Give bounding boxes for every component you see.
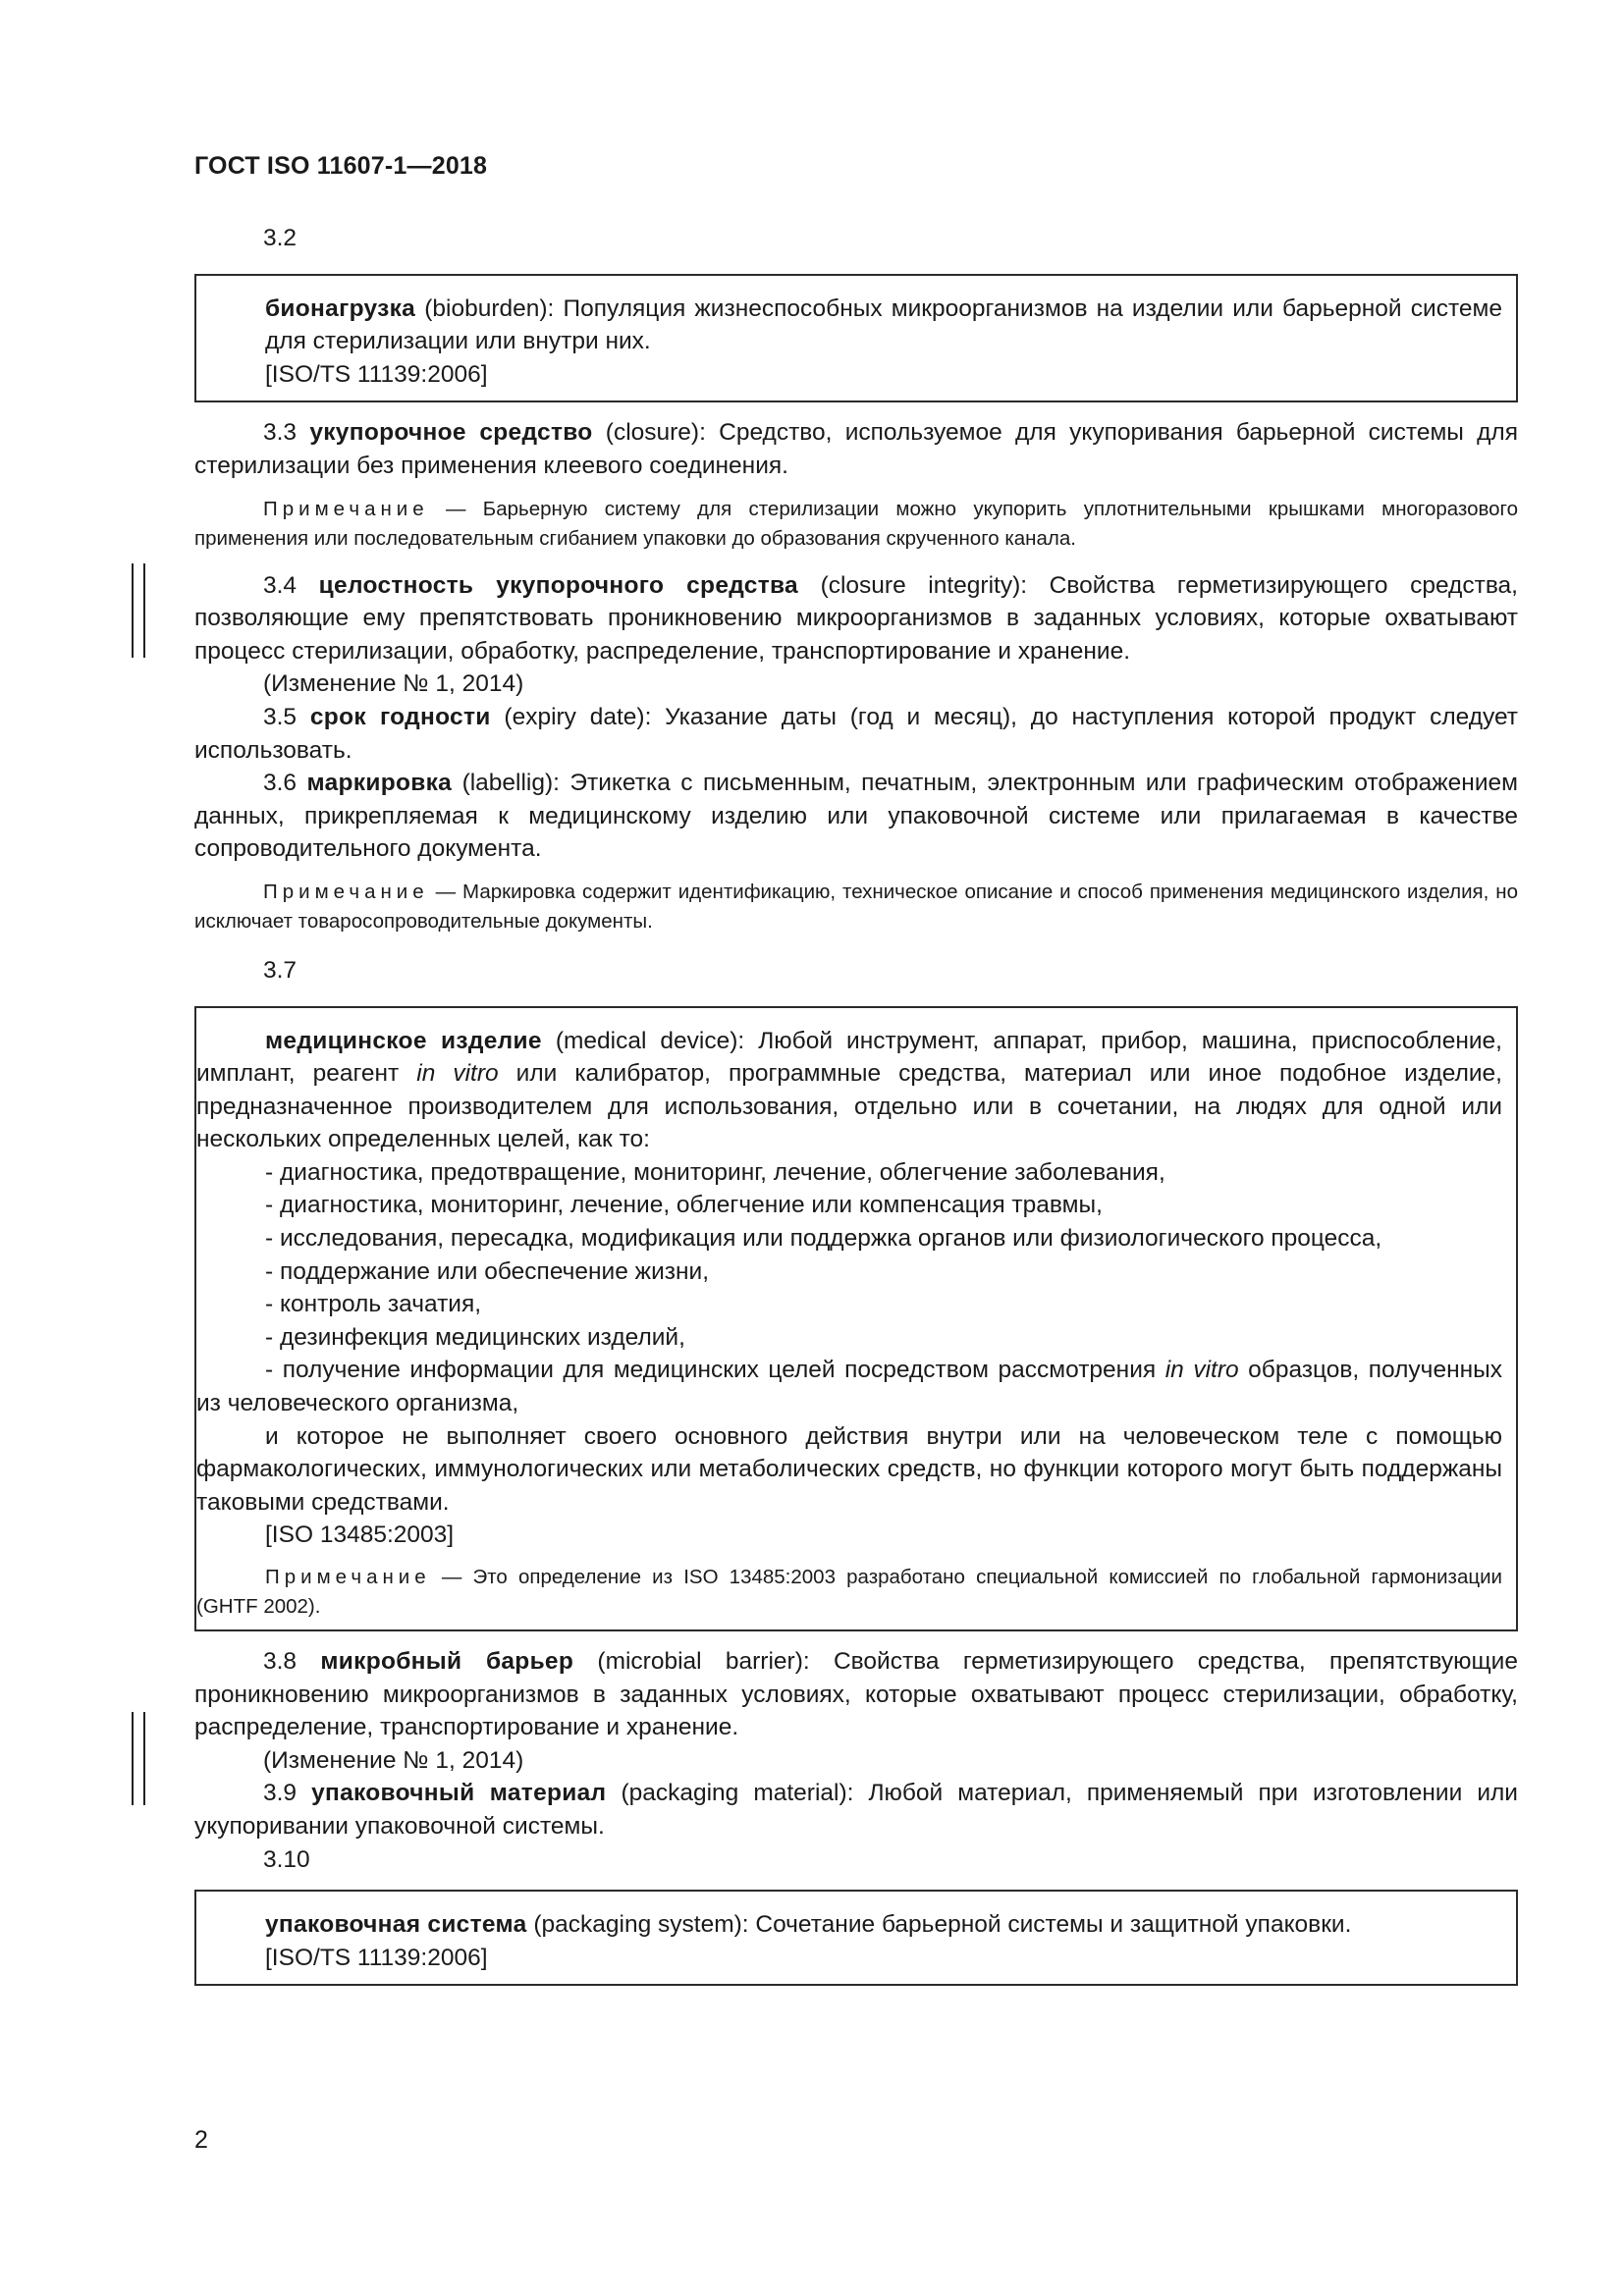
term-packaging-material: упаковочный материал xyxy=(311,1780,607,1807)
list-item: - диагностика, мониторинг, лечение, облегчение или компенсация травмы, xyxy=(265,1192,1103,1219)
source-3-2: [ISO/TS 11139:2006] xyxy=(265,360,488,388)
list-item: - дезинфекция медицинских изделий, xyxy=(265,1323,685,1351)
term-labelling: маркировка xyxy=(306,770,453,797)
change-note-3-8: (Изменение № 1, 2014) xyxy=(263,1746,524,1774)
change-bar-3-4 xyxy=(132,563,145,658)
definition-3-5: 3.5 срок годности (expiry date): Указание даты (год и месяц), до наступления которой продукт следует использовать. xyxy=(194,703,1519,764)
term-closure: укупорочное средство xyxy=(309,419,593,447)
definition-3-4: 3.4 целостность укупорочного средства (closure integrity): Свойства герметизирующего средства, позволяющие ему препятствовать проникновению микроорганизмов в заданных условиях, которые охватывают процесс стерилизации, обработку, распределение, транспортирование и хранение. xyxy=(194,571,1518,665)
source-3-7: [ISO 13485:2003] xyxy=(265,1522,455,1549)
term-closure-integrity: целостность укупорочного средства xyxy=(318,571,798,599)
entry-number-3-7: 3.7 xyxy=(263,956,298,984)
definition-3-7-closing: и которое не выполняет своего основного действия внутри или на человеческом теле с помощью фармакологических, иммунологических или метаболических средств, но функции которого могут быть поддержаны таковыми средствами. xyxy=(196,1422,1502,1516)
term-expiry-date: срок годности xyxy=(309,703,491,730)
definition-3-6: 3.6 маркировка (labellig): Этикетка с письменным, печатным, электронным или графическим отображением данных, прикрепляемая к медицинскому изделию или упаковочной системе или прилагаемая в качестве сопроводительного документа. xyxy=(194,770,1518,863)
change-bar-3-8 xyxy=(132,1712,145,1805)
definition-3-2: бионагрузка (bioburden): Популяция жизнеспособных микроорганизмов на изделии или барьерной системе для стерилизации или внутри них. xyxy=(265,294,1502,355)
entry-number-3-2: 3.2 xyxy=(263,225,298,251)
list-item: - исследования, пересадка, модификация или поддержка органов или физиологического процесса, xyxy=(265,1225,1382,1253)
term-bioburden: бионагрузка xyxy=(265,294,416,322)
term-packaging-system: упаковочная система xyxy=(265,1911,527,1939)
entry-number-3-10: 3.10 xyxy=(263,1845,310,1873)
note-3-6: Примечание — Маркировка содержит идентификацию, техническое описание и способ применения медицинского изделия, но исключает товаросопроводительные документы. xyxy=(194,880,1518,933)
definition-box-3-7 xyxy=(194,1006,1518,1632)
list-item: - диагностика, предотвращение, мониторинг, лечение, облегчение заболевания, xyxy=(265,1158,1165,1186)
definition-box-3-2 xyxy=(194,274,1518,403)
page-number: 2 xyxy=(194,2126,208,2154)
change-note-3-4: (Изменение № 1, 2014) xyxy=(263,670,524,698)
definition-3-9: 3.9 упаковочный материал (packaging material): Любой материал, применяемый при изготовлении или укупоривании упаковочной системы. xyxy=(194,1780,1518,1840)
note-3-3: Примечание — Барьерную систему для стерилизации можно укупорить уплотнительными крышками многоразового применения или последовательным сгибанием упаковки до образования скрученного канала. xyxy=(194,497,1518,550)
definition-3-8: 3.8 микробный барьер (microbial barrier): Свойства герметизирующего средства, препятствующие проникновению микроорганизмов в заданных условиях, которые охватывают процесс стерилизации, обработку, распределение, транспортирование и хранение. xyxy=(194,1648,1518,1741)
list-item: - контроль зачатия, xyxy=(265,1291,482,1318)
document-header: ГОСТ ISO 11607-1—2018 xyxy=(194,152,488,180)
definition-3-7: медицинское изделие (medical device): Любой инструмент, аппарат, прибор, машина, приспособление, имплант, реагент in vitro или калибратор, программные средства, материал или иное подобное изделие, предназначенное производителем для использования, отдельно или в сочетании, на людях для одной или нескольких определенных целей, как то: xyxy=(196,1027,1502,1153)
definition-3-3: 3.3 укупорочное средство (closure): Средство, используемое для укупоривания барьерной системы для стерилизации без применения клеевого соединения. xyxy=(194,419,1518,479)
list-item: - поддержание или обеспечение жизни, xyxy=(265,1257,710,1285)
list-item: - получение информации для медицинских целей посредством рассмотрения in vitro образцов, полученных из человеческого организма, xyxy=(196,1357,1502,1417)
definition-box-3-10 xyxy=(194,1890,1518,1986)
note-3-7: Примечание — Это определение из ISO 13485:2003 разработано специальной комиссией по глобальной гармонизации (GHTF 2002). xyxy=(196,1566,1502,1618)
definition-3-10: упаковочная система (packaging system): Сочетание барьерной системы и защитной упаковки. xyxy=(265,1911,1352,1939)
document-body xyxy=(194,222,1518,2000)
term-microbial-barrier: микробный барьер xyxy=(320,1648,574,1675)
term-medical-device: медицинское изделие xyxy=(265,1027,542,1054)
source-3-10: [ISO/TS 11139:2006] xyxy=(265,1944,488,1971)
